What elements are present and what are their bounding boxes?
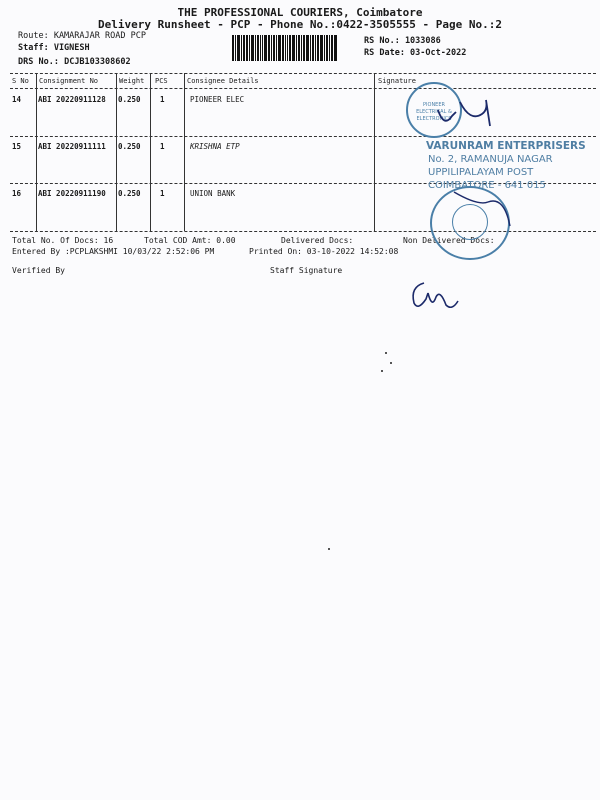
col-header-sno: S No <box>12 77 29 85</box>
total-cod: Total COD Amt: 0.00 <box>144 236 236 245</box>
table-header-rule <box>10 88 596 89</box>
table-row-sno: 16 <box>12 189 22 198</box>
col-header-consignment: Consignment No <box>39 77 99 85</box>
column-divider <box>36 73 37 231</box>
barcode <box>232 35 354 61</box>
table-row-pcs: 1 <box>160 95 165 104</box>
table-row-consignment: ABI 20220911190 <box>38 189 106 198</box>
staff-handwritten-signature <box>406 275 466 315</box>
col-header-pcs: PCS <box>155 77 168 85</box>
table-row-consignment: ABI 20220911128 <box>38 95 106 104</box>
stamp-company-name: VARUNRAM ENTERPRISERS <box>426 140 586 152</box>
column-divider <box>116 73 117 231</box>
scan-speck <box>381 370 383 372</box>
scan-speck <box>390 362 392 364</box>
handwritten-signature <box>430 92 500 132</box>
printed-on: Printed On: 03-10-2022 14:52:08 <box>249 247 399 256</box>
column-divider <box>374 73 375 231</box>
non-delivered-docs: Non Delivered Docs: <box>403 236 495 245</box>
table-row-consignee: PIONEER ELEC <box>190 95 245 104</box>
col-header-weight: Weight <box>119 77 145 85</box>
column-divider <box>184 73 185 231</box>
company-title: THE PROFESSIONAL COURIERS, Coimbatore <box>177 6 423 19</box>
staff-label: Staff: VIGNESH <box>18 43 90 53</box>
scan-speck <box>385 352 387 354</box>
table-row-pcs: 1 <box>160 142 165 151</box>
stamp-address-line: No. 2, RAMANUJA NAGAR <box>428 154 553 165</box>
drs-label: DRS No.: <box>18 57 59 67</box>
table-row-sno: 15 <box>12 142 22 151</box>
drs-number <box>18 57 131 67</box>
entered-by: Entered By :PCPLAKSHMI 10/03/22 2:52:06 PM <box>12 247 215 256</box>
table-row-consignment: ABI 20220911111 <box>38 142 106 151</box>
col-header-consignee: Consignee Details <box>187 77 259 85</box>
col-header-signature: Signature <box>378 77 416 85</box>
runsheet-subtitle: Delivery Runsheet - PCP - Phone No.:0422-3505555 - Page No.:2 <box>98 18 502 31</box>
drs-value: DCJB103308602 <box>64 57 131 67</box>
handwritten-signature <box>448 186 518 236</box>
route-label: Route: KAMARAJAR ROAD PCP <box>18 31 146 41</box>
scan-speck <box>328 548 330 550</box>
table-row-sno: 14 <box>12 95 22 104</box>
column-divider <box>150 73 151 231</box>
table-row-weight: 0.250 <box>118 142 141 151</box>
table-row-consignee: KRISHNA ETP <box>190 142 240 151</box>
stamp-address-line: UPPILIPALAYAM POST <box>428 167 534 178</box>
stamp-address-line: COIMBATORE - 641 015 <box>428 180 546 191</box>
table-row-pcs: 1 <box>160 189 165 198</box>
seal-text: PIONEER ELECTRICAL & ELECTRONICS <box>416 102 452 122</box>
total-docs: Total No. Of Docs: 16 <box>12 236 114 245</box>
table-top-rule <box>10 73 596 74</box>
delivered-docs: Delivered Docs: <box>281 236 354 245</box>
table-row-weight: 0.250 <box>118 95 141 104</box>
table-row-consignee: UNION BANK <box>190 189 236 198</box>
staff-signature-label: Staff Signature <box>270 266 343 275</box>
rs-number: RS No.: 1033086 <box>364 36 441 46</box>
rs-date: RS Date: 03-Oct-2022 <box>364 48 467 58</box>
row-divider <box>10 136 596 137</box>
table-row-weight: 0.250 <box>118 189 141 198</box>
verified-by: Verified By <box>12 266 65 275</box>
